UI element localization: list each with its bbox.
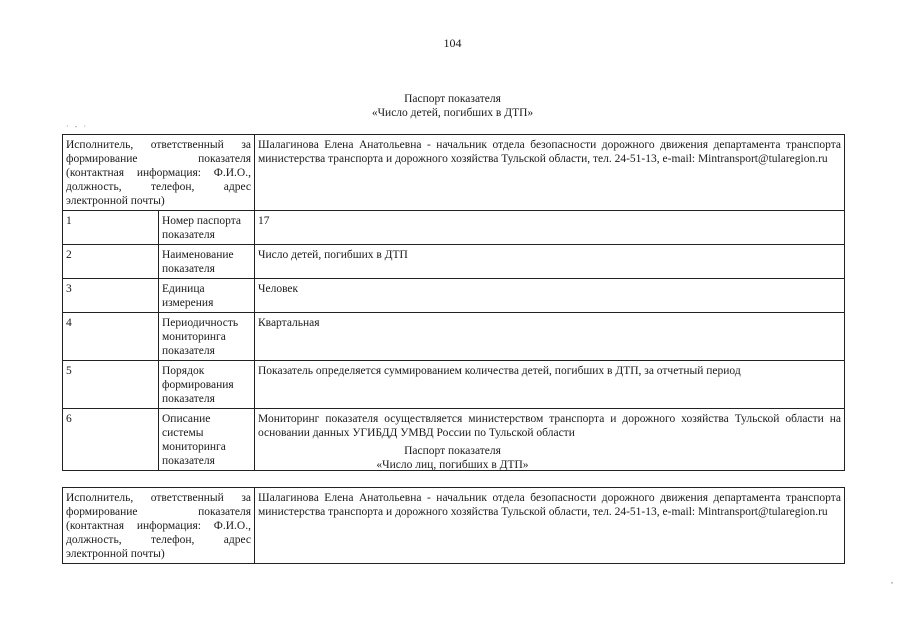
row-value: Число детей, погибших в ДТП <box>255 245 845 279</box>
row-label: Номер паспорта показателя <box>159 211 255 245</box>
row-value: 17 <box>255 211 845 245</box>
executor-row <box>63 135 845 211</box>
row-number: 5 <box>63 361 159 409</box>
row-label: Периодичность мониторинга показателя <box>159 313 255 361</box>
row-label: Наименование показателя <box>159 245 255 279</box>
row-number: 3 <box>63 279 159 313</box>
passport-1-heading <box>0 92 905 120</box>
executor-label: Исполнитель, ответственный за формирование показателя (контактная информация: Ф.И.О., должность, телефон, адрес электронной почты) <box>63 135 255 211</box>
passport-2-heading <box>0 444 905 472</box>
row-number: 2 <box>63 245 159 279</box>
scan-artifact: , <box>891 576 893 585</box>
executor-value: Шалагинова Елена Анатольевна - начальник отдела безопасности дорожного движения департамента транспорта министерства транспорта и дорожного хозяйства Тульской области, тел. 24-51-13, e-mail: Mintransport@tularegion.ru <box>255 488 845 564</box>
scan-artifact: · ‐ · <box>66 122 88 131</box>
row-label: Единица измерения <box>159 279 255 313</box>
page-number: 104 <box>443 36 462 50</box>
row-number: 1 <box>63 211 159 245</box>
row-label: Описание системы мониторинга показателя <box>159 409 255 471</box>
table-row <box>63 245 845 279</box>
executor-row <box>63 488 845 564</box>
row-value: Квартальная <box>255 313 845 361</box>
row-number: 6 <box>63 409 159 471</box>
passport-1-title: Паспорт показателя <box>404 93 501 105</box>
table-row <box>63 211 845 245</box>
passport-1-table <box>62 134 845 471</box>
row-value: Мониторинг показателя осуществляется министерством транспорта и дорожного хозяйства Тульской области на основании данных УГИБДД УМВД России по Тульской области <box>255 409 845 471</box>
passport-1-subtitle: «Число детей, погибших в ДТП» <box>371 107 534 119</box>
executor-label: Исполнитель, ответственный за формирование показателя (контактная информация: Ф.И.О., должность, телефон, адрес электронной почты) <box>63 488 255 564</box>
table-row <box>63 313 845 361</box>
passport-2-title: Паспорт показателя <box>404 445 501 457</box>
row-value: Человек <box>255 279 845 313</box>
table-row <box>63 279 845 313</box>
passport-2-subtitle: «Число лиц, погибших в ДТП» <box>376 459 529 471</box>
passport-2-table <box>62 487 845 564</box>
row-value: Показатель определяется суммированием количества детей, погибших в ДТП, за отчетный период <box>255 361 845 409</box>
executor-value: Шалагинова Елена Анатольевна - начальник отдела безопасности дорожного движения департамента транспорта министерства транспорта и дорожного хозяйства Тульской области, тел. 24-51-13, e-mail: Mintransport@tularegion.ru <box>255 135 845 211</box>
table-row <box>63 361 845 409</box>
row-number: 4 <box>63 313 159 361</box>
row-label: Порядок формирования показателя <box>159 361 255 409</box>
